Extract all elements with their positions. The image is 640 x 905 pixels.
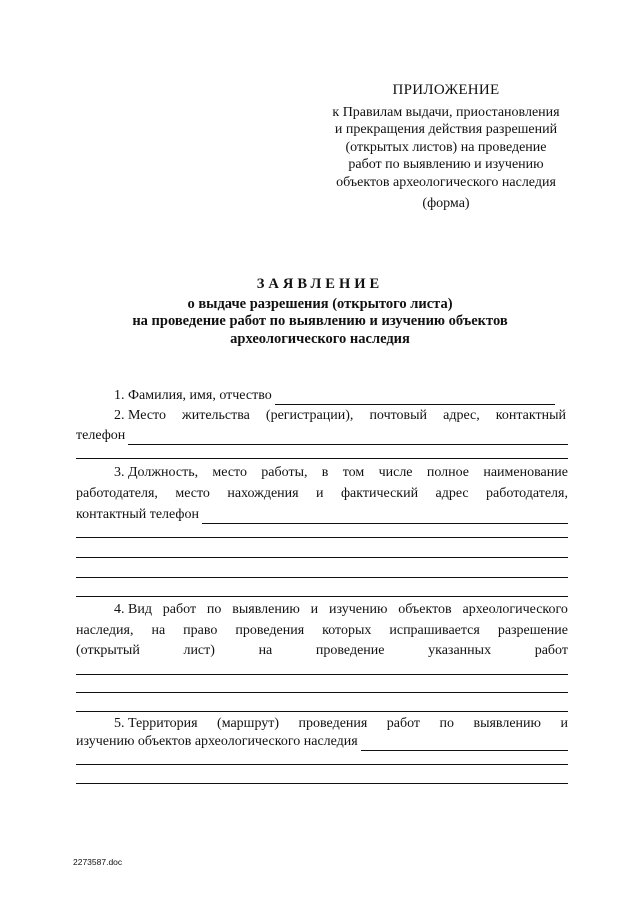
territory-input-line[interactable] — [361, 737, 568, 751]
blank-line[interactable] — [76, 674, 568, 675]
word: проведение — [315, 643, 385, 658]
field-4-label — [76, 601, 568, 619]
field-5-label — [76, 715, 568, 733]
word: (маршрут) — [217, 716, 280, 731]
word: 4. Вид — [114, 602, 152, 617]
word: контактный — [495, 408, 566, 423]
blank-line[interactable] — [76, 458, 568, 459]
word: по — [439, 716, 455, 731]
word: том — [342, 465, 365, 480]
word: наследия, — [76, 623, 134, 638]
word: место — [212, 465, 247, 480]
employer-input-line[interactable] — [202, 510, 568, 524]
word: адрес — [435, 486, 469, 501]
word: лист) — [183, 643, 215, 658]
field-label: контактный телефон — [76, 507, 199, 522]
word: полное — [426, 465, 470, 480]
word: объектов — [398, 602, 452, 617]
word: которых — [322, 623, 372, 638]
word: указанных — [428, 643, 492, 658]
blank-line[interactable] — [76, 692, 568, 693]
blank-line[interactable] — [76, 557, 568, 558]
word: нахождения — [227, 486, 299, 501]
word: выявлению — [473, 716, 541, 731]
word: место — [175, 486, 210, 501]
word: 3. Должность, — [114, 465, 199, 480]
field-3-phone — [76, 506, 568, 524]
word: на — [151, 623, 166, 638]
word: на — [258, 643, 273, 658]
word: и — [316, 486, 324, 501]
word: разрешение — [497, 623, 568, 638]
word: работ — [162, 602, 197, 617]
word: изучению — [328, 602, 388, 617]
word: работ — [386, 716, 421, 731]
name-input-line[interactable] — [275, 391, 555, 405]
appendix-line: объектов археологического наследия — [336, 174, 556, 190]
word: проведения — [235, 623, 305, 638]
appendix-line: и прекращения действия разрешений — [334, 122, 558, 137]
title-line: о выдаче разрешения (открытого листа) — [187, 295, 453, 312]
word: работодателя, — [76, 486, 158, 501]
address-input-line[interactable] — [128, 431, 568, 445]
blank-line[interactable] — [76, 596, 568, 597]
word: выявлению — [232, 602, 300, 617]
word: работ — [534, 643, 568, 658]
word: проведения — [298, 716, 368, 731]
appendix-heading: ПРИЛОЖЕНИЕ — [392, 82, 500, 98]
blank-line[interactable] — [76, 577, 568, 578]
field-3-label-line2 — [76, 485, 568, 503]
field-4-label-line2 — [76, 622, 568, 640]
field-label: изучению объектов археологического наследия — [76, 734, 358, 749]
word: 5. Территория — [114, 716, 198, 731]
appendix-block — [308, 82, 584, 213]
word: наименование — [483, 465, 568, 480]
word: работодателя, — [486, 486, 568, 501]
word: адрес, — [443, 408, 480, 423]
word: жительства — [182, 408, 250, 423]
word: (открытый — [76, 643, 140, 658]
word: и — [560, 716, 568, 731]
field-label: телефон — [76, 428, 126, 443]
field-3-label — [76, 464, 568, 482]
word: право — [183, 623, 218, 638]
word: числе — [378, 465, 413, 480]
appendix-line: (открытых листов) на проведение — [345, 139, 547, 155]
field-5-territory — [76, 733, 568, 751]
title-heading: ЗАЯВЛЕНИЕ — [256, 276, 384, 292]
word: и — [310, 602, 319, 617]
appendix-line: к Правилам выдачи, приостановления — [332, 104, 560, 120]
field-2-address — [76, 427, 568, 445]
title-line: археологического наследия — [230, 330, 410, 347]
word: испрашивается — [389, 623, 480, 638]
appendix-line: работ по выявлению и изучению — [348, 157, 544, 172]
field-1-full-name — [76, 387, 568, 405]
word: работы, — [261, 465, 308, 480]
word: почтовый — [369, 408, 428, 423]
blank-line[interactable] — [76, 783, 568, 784]
document-title — [70, 276, 570, 348]
word: 2. Место — [114, 408, 166, 423]
field-label: 1. Фамилия, имя, отчество — [114, 388, 272, 403]
blank-line[interactable] — [76, 764, 568, 765]
title-line: на проведение работ по выявлению и изучению объектов — [132, 313, 508, 329]
word: археологического — [462, 602, 568, 617]
field-2-label — [76, 407, 566, 425]
blank-line[interactable] — [76, 537, 568, 538]
word: фактический — [340, 486, 419, 501]
word: (регистрации), — [265, 408, 354, 423]
blank-line[interactable] — [76, 711, 568, 712]
word: в — [321, 465, 329, 480]
form-note: (форма) — [422, 196, 470, 211]
document-id: 2273587.doc — [73, 857, 123, 867]
field-4-label-line3 — [76, 642, 568, 660]
word: по — [206, 602, 222, 617]
